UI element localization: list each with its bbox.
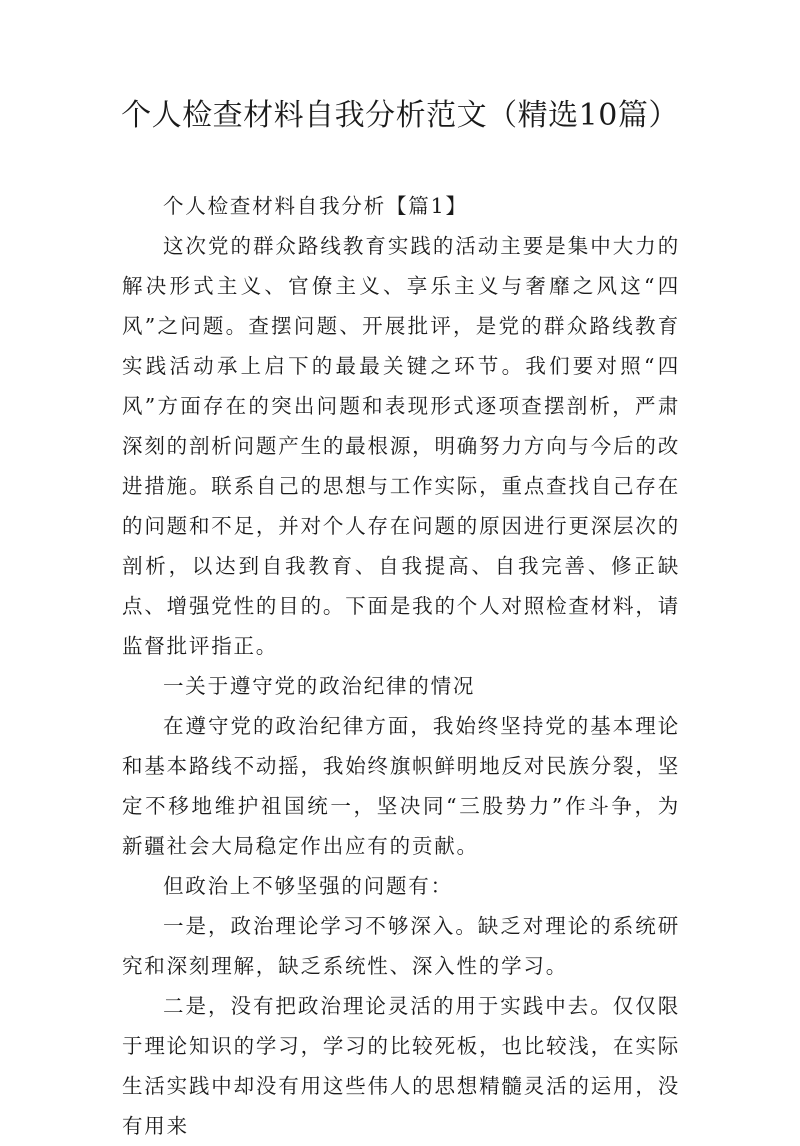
- document-body: [122, 186, 680, 1146]
- paragraph-problems-intro: 但政治上不够坚强的问题有：: [163, 874, 453, 898]
- document-title: 个人检查材料自我分析范文（精选10篇）: [121, 98, 679, 133]
- paragraph-problem-two: 二是，没有把政治理论灵活的用于实践中去。仅仅限于理论知识的学习，学习的比较死板，也比较浅，在实际生活实践中却没有用这些伟人的思想精髓灵活的运用，没有用来: [122, 994, 680, 1138]
- section-heading-political-discipline: 一关于遵守党的政治纪律的情况: [163, 674, 476, 698]
- paragraph-problem-one: 一是，政治理论学习不够深入。缺乏对理论的系统研究和深刻理解，缺乏系统性、深入性的学习。: [122, 914, 680, 978]
- paragraph-intro: 这次党的群众路线教育实践的活动主要是集中大力的解决形式主义、官僚主义、享乐主义与奢靡之风这“四风”之问题。查摆问题、开展批评，是党的群众路线教育实践活动承上启下的最最关键之环节。我们要对照“四风”方面存在的突出问题和表现形式逐项查摆剖析，严肃深刻的剖析问题产生的最根源，明确努力方向与今后的改进措施。联系自己的思想与工作实际，重点查找自己存在的问题和不足，并对个人存在问题的原因进行更深层次的剖析，以达到自我教育、自我提高、自我完善、修正缺点、增强党性的目的。下面是我的个人对照检查材料，请监督批评指正。: [122, 234, 680, 658]
- section-heading-1: 个人检查材料自我分析【篇1】: [163, 194, 468, 218]
- paragraph-political-discipline: 在遵守党的政治纪律方面，我始终坚持党的基本理论和基本路线不动摇，我始终旗帜鲜明地反对民族分裂，坚定不移地维护祖国统一，坚决同“三股势力”作斗争，为新疆社会大局稳定作出应有的贡献。: [122, 714, 680, 858]
